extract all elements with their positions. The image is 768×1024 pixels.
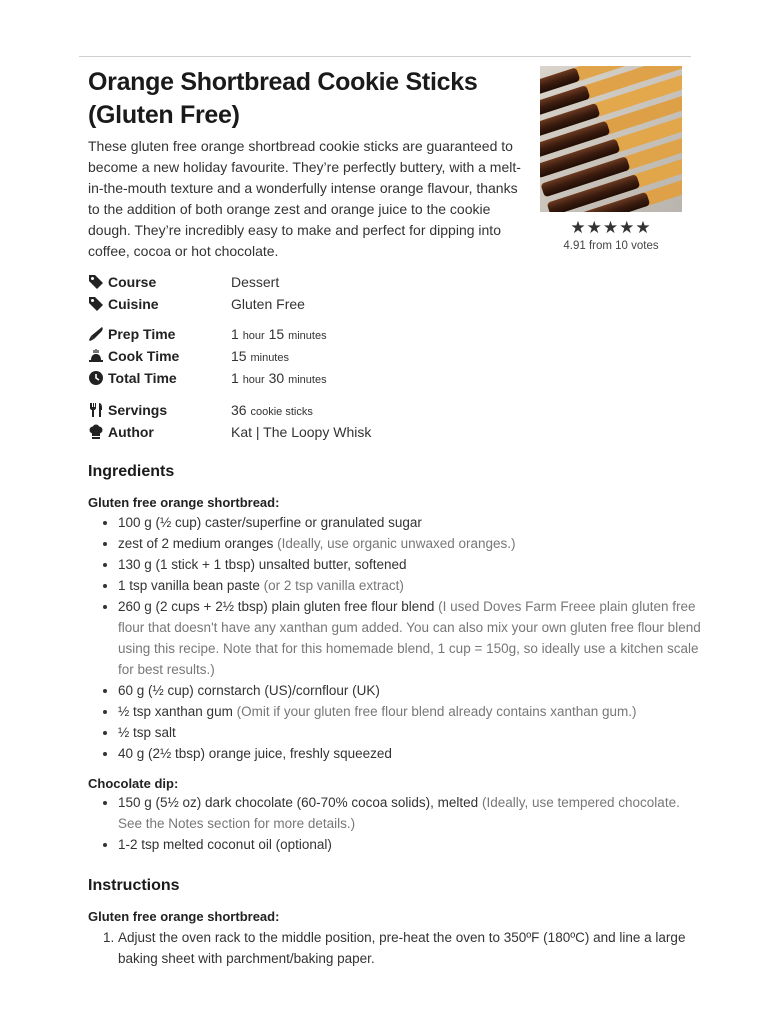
ingredient-list	[88, 512, 703, 764]
total-time-label: Total Time	[108, 370, 177, 386]
utensils-icon	[88, 402, 104, 418]
cook-time-value: 15 minutes	[231, 348, 289, 364]
instruction-list	[88, 927, 703, 969]
author-value: Kat | The Loopy Whisk	[231, 424, 372, 440]
ingredient-item: • 130 g (1 stick + 1 tbsp) unsalted butter, softened	[118, 554, 703, 575]
chef-hat-icon	[88, 424, 104, 440]
ingredient-item: • ½ tsp salt	[118, 722, 703, 743]
cook-time-row	[88, 345, 488, 367]
instructions-heading: Instructions	[88, 877, 180, 894]
course-value: Dessert	[231, 274, 280, 290]
course-label: Course	[108, 274, 157, 290]
ingredient-item: • 150 g (5½ oz) dark chocolate (60-70% cocoa solids), melted (Ideally, use tempered chocolate. See the Notes section for more details.)	[118, 792, 703, 834]
author-row	[88, 421, 488, 443]
cookie-sticks-image	[540, 66, 682, 212]
ingredient-item: • 60 g (½ cup) cornstarch (US)/cornflour (UK)	[118, 680, 703, 701]
recipe-photo[interactable]	[540, 66, 682, 212]
ingredient-item: • 1-2 tsp melted coconut oil (optional)	[118, 834, 703, 855]
prep-time-value: 1 hour 15 minutes	[231, 326, 327, 342]
servings-row	[88, 399, 488, 421]
ingredient-group-title: Chocolate dip:	[88, 776, 179, 791]
cuisine-label: Cuisine	[108, 296, 159, 312]
tag-icon	[88, 296, 104, 312]
author-label: Author	[108, 424, 154, 440]
instruction-step: 1. Adjust the oven rack to the middle position, pre-heat the oven to 350ºF (180ºC) and line a large baking sheet with parchment/baking paper.	[118, 927, 703, 969]
clock-icon	[88, 370, 104, 386]
cuisine-value: Gluten Free	[231, 296, 305, 312]
servings-label: Servings	[108, 402, 168, 418]
recipe-title: Orange Shortbread Cookie Sticks (Gluten Free)	[88, 68, 478, 129]
ingredient-item: • 40 g (2½ tbsp) orange juice, freshly squeezed	[118, 743, 703, 764]
total-time-row	[88, 367, 488, 389]
recipe-summary: These gluten free orange shortbread cookie sticks are guaranteed to become a new holiday favourite. They’re perfectly buttery, with a melt-in-the-mouth texture and a wonderfully intense orange flavour, thanks to the addition of both orange zest and orange juice to the cookie dough. They’re incredibly easy to make and perfect for dipping into coffee, cocoa or hot chocolate.	[88, 138, 521, 259]
prep-time-label: Prep Time	[108, 326, 176, 342]
cuisine-row	[88, 293, 488, 315]
ingredient-item: • 1 tsp vanilla bean paste (or 2 tsp vanilla extract)	[118, 575, 703, 596]
ingredient-item: • 260 g (2 cups + 2½ tbsp) plain gluten free flour blend (I used Doves Farm Freee plain gluten free flour that doesn't have any xanthan gum added. You can also mix your own gluten free flour blend using this recipe. Note that for this homemade blend, 1 cup = 150g, so ideally use a kitchen scale for best results.)	[118, 596, 703, 680]
ingredient-item: • zest of 2 medium oranges (Ideally, use organic unwaxed oranges.)	[118, 533, 703, 554]
course-row	[88, 271, 488, 293]
top-divider	[79, 56, 691, 57]
ingredient-group-title: Gluten free orange shortbread:	[88, 495, 280, 510]
total-time-value: 1 hour 30 minutes	[231, 370, 327, 386]
rating-stars[interactable]: ★★★★★	[570, 218, 652, 237]
servings-value[interactable]: 36 cookie sticks	[231, 402, 313, 418]
cook-time-label: Cook Time	[108, 348, 180, 364]
ingredient-item: • ½ tsp xanthan gum (Omit if your gluten free flour blend already contains xanthan gum.)	[118, 701, 703, 722]
rating-summary: 4.91 from 10 votes	[563, 240, 659, 252]
ingredient-item: • 100 g (½ cup) caster/superfine or granulated sugar	[118, 512, 703, 533]
knife-icon	[88, 326, 104, 342]
prep-time-row	[88, 323, 488, 345]
ingredient-list	[88, 792, 703, 855]
pot-icon	[88, 348, 104, 364]
tag-icon	[88, 274, 104, 290]
ingredients-heading: Ingredients	[88, 463, 175, 480]
instruction-group-title: Gluten free orange shortbread:	[88, 909, 280, 924]
